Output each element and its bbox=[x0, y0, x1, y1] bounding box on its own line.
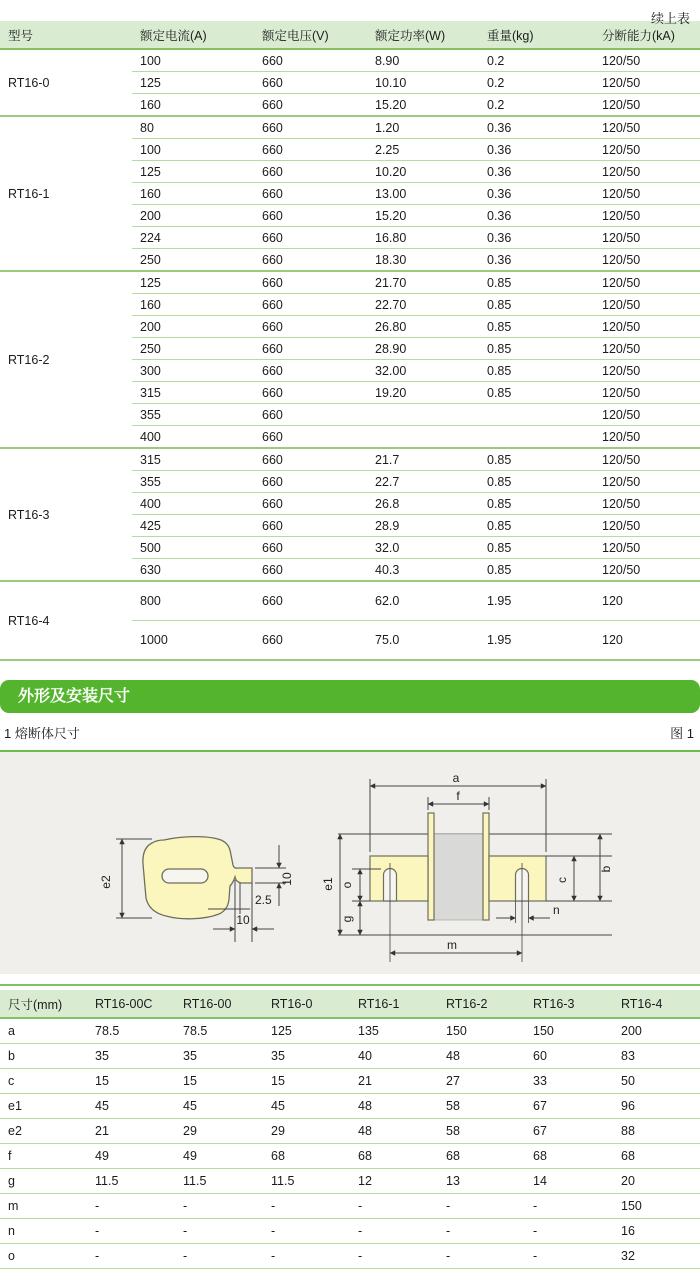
dim-label-o: o bbox=[340, 881, 354, 889]
spec-cell: 425 bbox=[132, 515, 254, 537]
dim-cell: 11.5 bbox=[175, 1169, 263, 1194]
spec-cell: 660 bbox=[254, 316, 367, 338]
spec-cell: 1.95 bbox=[479, 581, 594, 621]
figure-label: 图 1 bbox=[670, 726, 694, 741]
spec-cell: 120/50 bbox=[594, 537, 700, 559]
spec-cell: 0.85 bbox=[479, 338, 594, 360]
dim-label-tab-width: 10 bbox=[236, 913, 250, 927]
dim-label-a: a bbox=[452, 771, 460, 785]
spec-cell: 120/50 bbox=[594, 382, 700, 404]
spec-cell: 18.30 bbox=[367, 249, 479, 272]
dim-cell: 60 bbox=[525, 1044, 613, 1069]
dim-cell: 68 bbox=[438, 1144, 525, 1169]
spec-cell: 125 bbox=[132, 161, 254, 183]
spec-cell: 120/50 bbox=[594, 471, 700, 493]
spec-cell: 1000 bbox=[132, 621, 254, 661]
spec-cell: 16.80 bbox=[367, 227, 479, 249]
dim-cell: 32 bbox=[613, 1244, 700, 1269]
spec-cell: 10.20 bbox=[367, 161, 479, 183]
spec-row bbox=[0, 271, 700, 294]
spec-cell: 120/50 bbox=[594, 227, 700, 249]
dim-cell: - bbox=[438, 1194, 525, 1219]
spec-cell: 0.85 bbox=[479, 559, 594, 582]
spec-cell: 120/50 bbox=[594, 139, 700, 161]
spec-cell: 22.7 bbox=[367, 471, 479, 493]
dim-cell: 125 bbox=[263, 1018, 350, 1044]
dim-cell: - bbox=[438, 1219, 525, 1244]
spec-cell: 0.85 bbox=[479, 271, 594, 294]
spec-cell: 120/50 bbox=[594, 448, 700, 471]
dim-label-tab-height: 10 bbox=[280, 872, 294, 886]
spec-cell: 660 bbox=[254, 271, 367, 294]
spec-cell: 0.2 bbox=[479, 49, 594, 72]
blade-strip-right bbox=[483, 813, 489, 920]
spec-column-header: 重量(kg) bbox=[479, 21, 594, 49]
dim-cell: - bbox=[350, 1194, 438, 1219]
spec-cell: 800 bbox=[132, 581, 254, 621]
dim-cell: 27 bbox=[438, 1069, 525, 1094]
dim-cell: 20 bbox=[613, 1169, 700, 1194]
spec-cell: 120/50 bbox=[594, 161, 700, 183]
spec-cell: 62.0 bbox=[367, 581, 479, 621]
spec-cell: 160 bbox=[132, 294, 254, 316]
spec-cell: 120/50 bbox=[594, 94, 700, 117]
spec-cell: 26.8 bbox=[367, 493, 479, 515]
dim-cell: - bbox=[263, 1194, 350, 1219]
spec-cell: 355 bbox=[132, 471, 254, 493]
dim-column-header: RT16-00 bbox=[175, 990, 263, 1018]
spec-cell: 660 bbox=[254, 94, 367, 117]
dim-cell: 68 bbox=[525, 1144, 613, 1169]
dim-cell: 78.5 bbox=[87, 1018, 175, 1044]
spec-cell: 100 bbox=[132, 49, 254, 72]
dim-cell: o bbox=[0, 1244, 87, 1269]
dim-cell: 35 bbox=[175, 1044, 263, 1069]
spec-cell: 660 bbox=[254, 404, 367, 426]
spec-cell bbox=[367, 404, 479, 426]
dim-cell: 88 bbox=[613, 1119, 700, 1144]
dim-cell: - bbox=[263, 1244, 350, 1269]
dimension-table bbox=[0, 990, 700, 1269]
spec-cell: 120/50 bbox=[594, 360, 700, 382]
spec-cell: 660 bbox=[254, 294, 367, 316]
spec-cell: 660 bbox=[254, 227, 367, 249]
spec-cell: 660 bbox=[254, 493, 367, 515]
spec-cell: 660 bbox=[254, 116, 367, 139]
spec-cell bbox=[367, 426, 479, 449]
spec-cell: 400 bbox=[132, 426, 254, 449]
spec-table bbox=[0, 21, 700, 661]
spec-cell: 28.9 bbox=[367, 515, 479, 537]
dim-table-body bbox=[0, 1018, 700, 1269]
spec-cell: 160 bbox=[132, 183, 254, 205]
dim-row bbox=[0, 1169, 700, 1194]
dim-cell: 45 bbox=[175, 1094, 263, 1119]
spec-row bbox=[0, 448, 700, 471]
dim-cell: 150 bbox=[613, 1194, 700, 1219]
spec-cell: 0.85 bbox=[479, 471, 594, 493]
spec-cell: 120/50 bbox=[594, 49, 700, 72]
spec-cell: 200 bbox=[132, 316, 254, 338]
dim-cell: 49 bbox=[175, 1144, 263, 1169]
dim-cell: 48 bbox=[350, 1094, 438, 1119]
spec-cell: 120/50 bbox=[594, 116, 700, 139]
spec-cell: 0.36 bbox=[479, 205, 594, 227]
dim-cell: 58 bbox=[438, 1094, 525, 1119]
dim-row bbox=[0, 1094, 700, 1119]
spec-cell: 1.20 bbox=[367, 116, 479, 139]
dim-cell: - bbox=[87, 1219, 175, 1244]
spec-column-header: 型号 bbox=[0, 21, 132, 49]
dim-column-header: 尺寸(mm) bbox=[0, 990, 87, 1018]
dim-cell: 15 bbox=[263, 1069, 350, 1094]
spec-cell: 660 bbox=[254, 448, 367, 471]
spec-row bbox=[0, 581, 700, 621]
spec-cell: 660 bbox=[254, 205, 367, 227]
spec-cell: 120/50 bbox=[594, 249, 700, 272]
blade-strip-left bbox=[428, 813, 434, 920]
spec-cell: 120/50 bbox=[594, 493, 700, 515]
dim-label-n: n bbox=[553, 903, 560, 917]
spec-column-header: 额定电流(A) bbox=[132, 21, 254, 49]
spec-cell: 75.0 bbox=[367, 621, 479, 661]
spec-table-head-row bbox=[0, 21, 700, 49]
model-cell: RT16-0 bbox=[0, 49, 132, 116]
dim-label-e2: e2 bbox=[99, 875, 113, 889]
dim-cell: 67 bbox=[525, 1119, 613, 1144]
dim-column-header: RT16-1 bbox=[350, 990, 438, 1018]
dim-column-header: RT16-00C bbox=[87, 990, 175, 1018]
dim-label-m: m bbox=[447, 938, 457, 952]
spec-cell: 660 bbox=[254, 139, 367, 161]
spec-cell: 10.10 bbox=[367, 72, 479, 94]
fuse-front-view bbox=[338, 779, 612, 962]
spec-cell: 15.20 bbox=[367, 94, 479, 117]
dim-cell: 135 bbox=[350, 1018, 438, 1044]
spec-cell: 200 bbox=[132, 205, 254, 227]
spec-cell: 315 bbox=[132, 382, 254, 404]
dim-row bbox=[0, 1044, 700, 1069]
spec-cell: 28.90 bbox=[367, 338, 479, 360]
dim-cell: - bbox=[525, 1244, 613, 1269]
spec-cell: 120/50 bbox=[594, 72, 700, 94]
spec-cell: 0.85 bbox=[479, 294, 594, 316]
dim-cell: 67 bbox=[525, 1094, 613, 1119]
dim-table-head-row bbox=[0, 990, 700, 1018]
spec-cell: 15.20 bbox=[367, 205, 479, 227]
dim-cell: - bbox=[525, 1219, 613, 1244]
continued-label: 续上表 bbox=[650, 11, 690, 26]
spec-cell: 660 bbox=[254, 471, 367, 493]
model-cell: RT16-1 bbox=[0, 116, 132, 271]
dim-cell: 16 bbox=[613, 1219, 700, 1244]
blade-slot bbox=[162, 869, 208, 883]
section-banner: 外形及安装尺寸 bbox=[0, 680, 700, 713]
spec-cell: 500 bbox=[132, 537, 254, 559]
spec-cell: 660 bbox=[254, 161, 367, 183]
spec-cell: 120/50 bbox=[594, 294, 700, 316]
spec-cell: 660 bbox=[254, 360, 367, 382]
dim-cell: 33 bbox=[525, 1069, 613, 1094]
subsection-row bbox=[0, 713, 700, 750]
spec-cell: 250 bbox=[132, 338, 254, 360]
dim-row bbox=[0, 1144, 700, 1169]
dim-cell: 15 bbox=[87, 1069, 175, 1094]
spec-cell: 120/50 bbox=[594, 515, 700, 537]
spec-cell: 32.0 bbox=[367, 537, 479, 559]
spec-cell: 40.3 bbox=[367, 559, 479, 582]
dim-cell: - bbox=[87, 1194, 175, 1219]
dim-label-f: f bbox=[456, 789, 460, 803]
spec-cell: 120/50 bbox=[594, 404, 700, 426]
dim-cell: 48 bbox=[350, 1119, 438, 1144]
dim-cell: m bbox=[0, 1194, 87, 1219]
dim-cell: 15 bbox=[175, 1069, 263, 1094]
spec-cell: 32.00 bbox=[367, 360, 479, 382]
spec-cell: 224 bbox=[132, 227, 254, 249]
spec-cell: 0.85 bbox=[479, 316, 594, 338]
model-cell: RT16-3 bbox=[0, 448, 132, 581]
dim-label-c: c bbox=[555, 877, 569, 883]
dim-cell: 29 bbox=[263, 1119, 350, 1144]
divider-line-bottom bbox=[0, 984, 700, 986]
dim-cell: 35 bbox=[87, 1044, 175, 1069]
spec-cell: 630 bbox=[132, 559, 254, 582]
spec-column-header: 分断能力(kA) bbox=[594, 21, 700, 49]
end-plate-left bbox=[370, 856, 428, 901]
spec-cell: 160 bbox=[132, 94, 254, 117]
dim-cell: 11.5 bbox=[87, 1169, 175, 1194]
dim-cell: 150 bbox=[438, 1018, 525, 1044]
dim-cell: 21 bbox=[87, 1119, 175, 1144]
spec-cell: 120/50 bbox=[594, 559, 700, 582]
dim-cell: 58 bbox=[438, 1119, 525, 1144]
dim-cell: 40 bbox=[350, 1044, 438, 1069]
dim-column-header: RT16-3 bbox=[525, 990, 613, 1018]
spec-cell: 80 bbox=[132, 116, 254, 139]
dim-cell: - bbox=[263, 1219, 350, 1244]
spec-cell: 660 bbox=[254, 249, 367, 272]
spec-cell bbox=[479, 426, 594, 449]
dim-cell: - bbox=[175, 1194, 263, 1219]
dim-cell: e1 bbox=[0, 1094, 87, 1119]
dim-cell: b bbox=[0, 1044, 87, 1069]
spec-cell: 0.85 bbox=[479, 360, 594, 382]
dim-cell: 11.5 bbox=[263, 1169, 350, 1194]
fuse-dimension-diagram bbox=[0, 752, 700, 974]
dim-column-header: RT16-0 bbox=[263, 990, 350, 1018]
spec-cell: 2.25 bbox=[367, 139, 479, 161]
spec-cell: 660 bbox=[254, 515, 367, 537]
model-cell: RT16-4 bbox=[0, 581, 132, 660]
dim-row bbox=[0, 1018, 700, 1044]
dim-cell: n bbox=[0, 1219, 87, 1244]
spec-cell: 400 bbox=[132, 493, 254, 515]
dim-cell: 96 bbox=[613, 1094, 700, 1119]
spec-cell: 660 bbox=[254, 581, 367, 621]
spec-cell: 660 bbox=[254, 559, 367, 582]
blade-side-view bbox=[116, 837, 286, 942]
dim-cell: 45 bbox=[87, 1094, 175, 1119]
dim-cell: - bbox=[87, 1244, 175, 1269]
spec-cell: 660 bbox=[254, 49, 367, 72]
dim-column-header: RT16-4 bbox=[613, 990, 700, 1018]
spec-cell: 120/50 bbox=[594, 338, 700, 360]
spec-cell: 120/50 bbox=[594, 316, 700, 338]
dim-cell: 21 bbox=[350, 1069, 438, 1094]
dim-cell: e2 bbox=[0, 1119, 87, 1144]
spec-column-header: 额定功率(W) bbox=[367, 21, 479, 49]
spec-cell: 1.95 bbox=[479, 621, 594, 661]
dim-cell: - bbox=[438, 1244, 525, 1269]
spec-cell: 120/50 bbox=[594, 205, 700, 227]
dim-cell: 50 bbox=[613, 1069, 700, 1094]
spec-cell bbox=[479, 404, 594, 426]
dim-cell: f bbox=[0, 1144, 87, 1169]
spec-cell: 125 bbox=[132, 271, 254, 294]
dim-cell: - bbox=[350, 1244, 438, 1269]
dim-cell: 29 bbox=[175, 1119, 263, 1144]
dim-cell: - bbox=[350, 1219, 438, 1244]
spec-cell: 300 bbox=[132, 360, 254, 382]
dim-column-header: RT16-2 bbox=[438, 990, 525, 1018]
spec-cell: 660 bbox=[254, 426, 367, 449]
spec-cell: 120 bbox=[594, 581, 700, 621]
dimension-drawing bbox=[0, 752, 700, 974]
dim-cell: - bbox=[175, 1244, 263, 1269]
spec-cell: 100 bbox=[132, 139, 254, 161]
dim-cell: 68 bbox=[350, 1144, 438, 1169]
spec-cell: 120/50 bbox=[594, 271, 700, 294]
model-cell: RT16-2 bbox=[0, 271, 132, 448]
dim-cell: - bbox=[175, 1219, 263, 1244]
dim-cell: g bbox=[0, 1169, 87, 1194]
spec-cell: 120/50 bbox=[594, 426, 700, 449]
dim-cell: 150 bbox=[525, 1018, 613, 1044]
spec-cell: 26.80 bbox=[367, 316, 479, 338]
spec-cell: 0.2 bbox=[479, 72, 594, 94]
dim-cell: 49 bbox=[87, 1144, 175, 1169]
dim-row bbox=[0, 1244, 700, 1269]
dim-row bbox=[0, 1219, 700, 1244]
spec-cell: 0.2 bbox=[479, 94, 594, 117]
spec-cell: 0.85 bbox=[479, 493, 594, 515]
spec-row bbox=[0, 116, 700, 139]
dim-label-b: b bbox=[599, 865, 613, 873]
dim-row bbox=[0, 1069, 700, 1094]
spec-cell: 0.36 bbox=[479, 116, 594, 139]
spec-cell: 0.36 bbox=[479, 227, 594, 249]
spec-cell: 355 bbox=[132, 404, 254, 426]
spec-cell: 660 bbox=[254, 72, 367, 94]
spec-cell: 125 bbox=[132, 72, 254, 94]
spec-cell: 660 bbox=[254, 338, 367, 360]
dim-cell: 13 bbox=[438, 1169, 525, 1194]
dim-cell: 68 bbox=[263, 1144, 350, 1169]
dim-cell: c bbox=[0, 1069, 87, 1094]
spec-cell: 660 bbox=[254, 537, 367, 559]
dim-cell: 45 bbox=[263, 1094, 350, 1119]
spec-cell: 120 bbox=[594, 621, 700, 661]
dim-row bbox=[0, 1194, 700, 1219]
subsection-title: 1 熔断体尺寸 bbox=[4, 726, 80, 741]
dim-row bbox=[0, 1119, 700, 1144]
spec-cell: 660 bbox=[254, 183, 367, 205]
dim-cell: 83 bbox=[613, 1044, 700, 1069]
spec-cell: 13.00 bbox=[367, 183, 479, 205]
spec-cell: 660 bbox=[254, 621, 367, 661]
spec-cell: 0.85 bbox=[479, 382, 594, 404]
spec-cell: 0.36 bbox=[479, 139, 594, 161]
spec-cell: 21.7 bbox=[367, 448, 479, 471]
dim-label-e1: e1 bbox=[321, 877, 335, 891]
spec-cell: 19.20 bbox=[367, 382, 479, 404]
spec-cell: 0.85 bbox=[479, 515, 594, 537]
spec-row bbox=[0, 49, 700, 72]
spec-cell: 0.36 bbox=[479, 183, 594, 205]
spec-cell: 315 bbox=[132, 448, 254, 471]
spec-column-header: 额定电压(V) bbox=[254, 21, 367, 49]
dim-label-g: g bbox=[340, 915, 354, 923]
dim-label-neck: 2.5 bbox=[255, 893, 272, 907]
spec-cell: 21.70 bbox=[367, 271, 479, 294]
fuse-body bbox=[434, 834, 483, 920]
spec-cell: 250 bbox=[132, 249, 254, 272]
spec-cell: 0.36 bbox=[479, 249, 594, 272]
dim-cell: 35 bbox=[263, 1044, 350, 1069]
dim-cell: 78.5 bbox=[175, 1018, 263, 1044]
dim-cell: 68 bbox=[613, 1144, 700, 1169]
spec-cell: 120/50 bbox=[594, 183, 700, 205]
spec-table-body bbox=[0, 49, 700, 660]
dim-cell: 200 bbox=[613, 1018, 700, 1044]
spec-cell: 0.85 bbox=[479, 448, 594, 471]
spec-cell: 0.85 bbox=[479, 537, 594, 559]
spec-cell: 22.70 bbox=[367, 294, 479, 316]
spec-cell: 0.36 bbox=[479, 161, 594, 183]
dim-cell: 14 bbox=[525, 1169, 613, 1194]
dim-cell: a bbox=[0, 1018, 87, 1044]
dim-cell: - bbox=[525, 1194, 613, 1219]
dim-cell: 12 bbox=[350, 1169, 438, 1194]
spec-cell: 660 bbox=[254, 382, 367, 404]
spec-cell: 8.90 bbox=[367, 49, 479, 72]
dim-cell: 48 bbox=[438, 1044, 525, 1069]
